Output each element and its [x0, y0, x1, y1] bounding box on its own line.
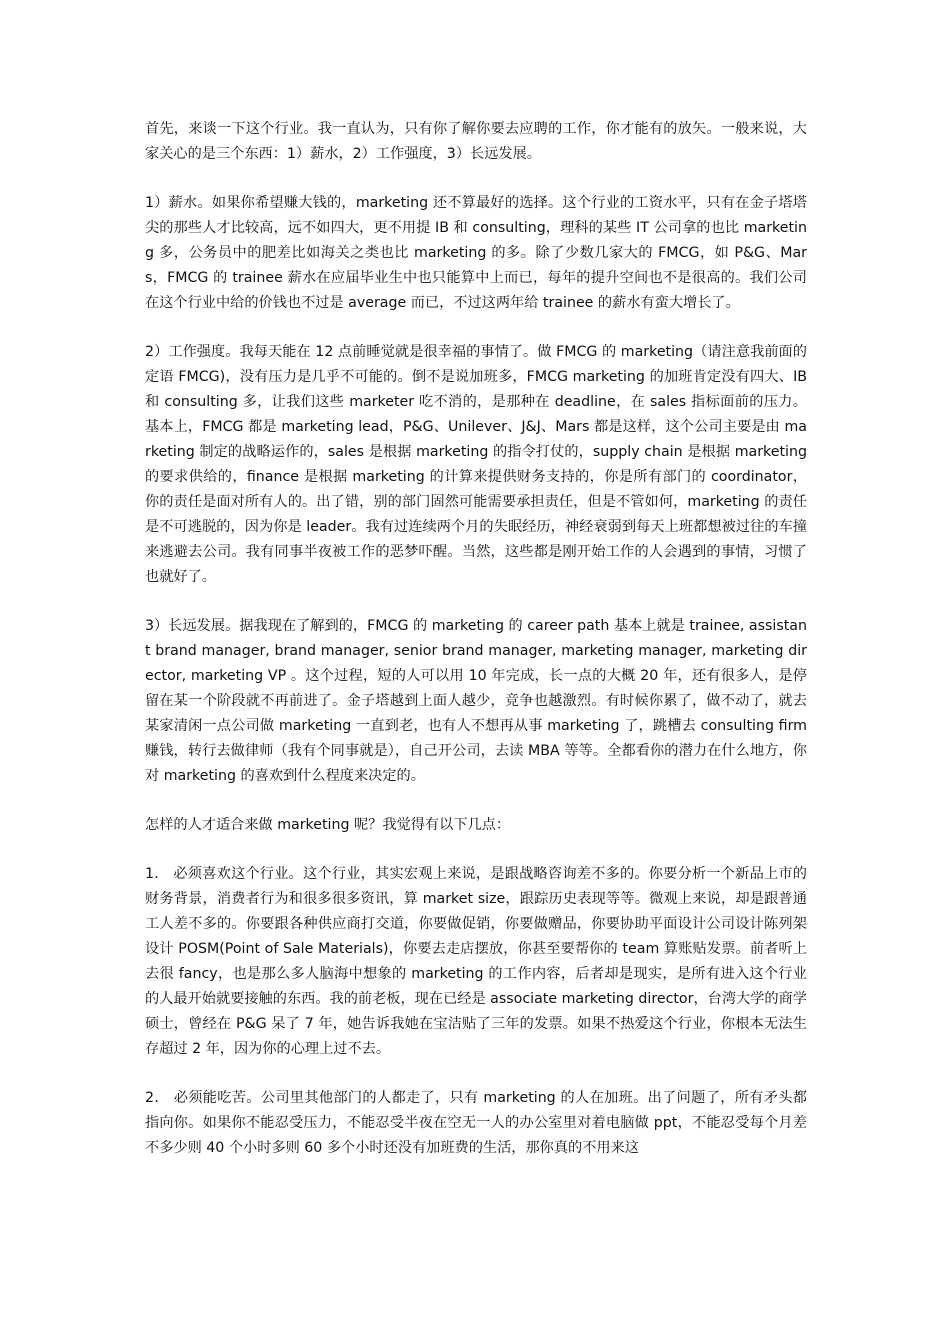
paragraph-point-2: 2． 必须能吃苦。公司里其他部门的人都走了，只有 marketing 的人在加班。出了问题了，所有矛头都指向你。如果你不能忍受压力，不能忍受半夜在空无一人的办公室里对着电脑做 ppt，不能忍受每个月差不多少则 40 个小时多则 60 多个小时还没有加班费的生活，那你真的不用来这 [145, 1090, 807, 1156]
paragraph-work-intensity: 2）工作强度。我每天能在 12 点前睡觉就是很幸福的事情了。做 FMCG 的 marketing（请注意我前面的定语 FMCG)，没有压力是几乎不可能的。倒不是说加班多，FMCG marketing 的加班肯定没有四大、IB 和 consulting 多，让我们这些 marketer 吃不消的，是那种在 deadline，在 sales 指标面前的压力。基本上，FMCG 都是 marketing lead，P&G、Unilever、J&J、Mars 都是这样，这个公司主要是由 marketing 制定的战略运作的，sales 是根据 marketing 的指令打仗的，supply chain 是根据 marketing 的要求供给的，finance 是根据 marketing 的计算来提供财务支持的，你是所有部门的 coordinator，你的责任是面对所有人的。出了错，别的部门固然可能需要承担责任，但是不管如何，marketing 的责任是不可逃脱的，因为你是 leader。我有过连续两个月的失眠经历，神经衰弱到每天上班都想被过往的车撞来逃避去公司。我有同事半夜被工作的恶梦吓醒。当然，这些都是刚开始工作的人会遇到的事情，习惯了也就好了。 [145, 344, 807, 585]
paragraph-intro: 首先，来谈一下这个行业。我一直认为，只有你了解你要去应聘的工作，你才能有的放矢。一般来说，大家关心的是三个东西：1）薪水，2）工作强度，3）长远发展。 [145, 121, 807, 162]
paragraph-suitable-people-question: 怎样的人才适合来做 marketing 呢？我觉得有以下几点： [145, 817, 511, 833]
document-body [145, 117, 807, 1161]
paragraph-salary: 1）薪水。如果你希望赚大钱的，marketing 还不算最好的选择。这个行业的工资水平，只有在金子塔塔尖的那些人才比较高，远不如四大，更不用提 IB 和 consulting，理科的某些 IT 公司拿的也比 marketing 多，公务员中的肥差比如海关之类也比 marketing 的多。除了少数几家大的 FMCG，如 P&G、Mars，FMCG 的 trainee 薪水在应届毕业生中也只能算中上而已，每年的提升空间也不是很高的。我们公司在这个行业中给的价钱也不过是 average 而已，不过这两年给 trainee 的薪水有蛮大增长了。 [145, 195, 807, 311]
paragraph-long-term-development: 3）长远发展。据我现在了解到的，FMCG 的 marketing 的 career path 基本上就是 trainee, assistant brand manager, brand manager, senior brand manager, marketing manager, marketing director, marketing VP 。这个过程，短的人可以用 10 年完成，长一点的大概 20 年，还有很多人，是停留在某一个阶段就不再前进了。金子塔越到上面人越少，竞争也越激烈。有时候你累了，做不动了，就去某家清闲一点公司做 marketing 一直到老，也有人不想再从事 marketing 了，跳槽去 consulting firm 赚钱，转行去做律师（我有个同事就是），自己开公司，去读 MBA 等等。全都看你的潜力在什么地方，你对 marketing 的喜欢到什么程度来决定的。 [145, 618, 807, 784]
paragraph-point-1: 1． 必须喜欢这个行业。这个行业，其实宏观上来说，是跟战略咨询差不多的。你要分析一个新品上市的财务背景，消费者行为和很多很多资讯，算 market size，跟踪历史表现等等。微观上来说，却是跟普通工人差不多的。你要跟各种供应商打交道，你要做促销，你要做赠品，你要协助平面设计公司设计陈列架设计 POSM(Point of Sale Materials)，你要去走店摆放，你甚至要帮你的 team 算账贴发票。前者听上去很 fancy，也是那么多人脑海中想象的 marketing 的工作内容，后者却是现实，是所有进入这个行业的人最开始就要接触的东西。我的前老板，现在已经是 associate marketing director，台湾大学的商学硕士，曾经在 P&G 呆了 7 年，她告诉我她在宝洁贴了三年的发票。如果不热爱这个行业，你根本无法生存超过 2 年，因为你的心理上过不去。 [145, 866, 807, 1057]
